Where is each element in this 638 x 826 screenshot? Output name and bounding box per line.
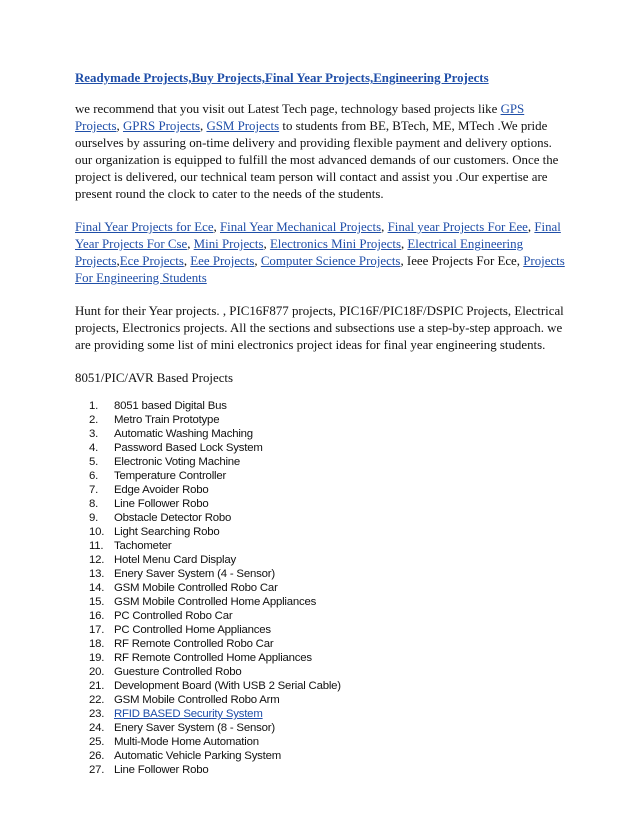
list-item-number: 22. <box>89 694 105 706</box>
final-year-eee-link[interactable]: Final year Projects For Eee <box>387 220 528 234</box>
electronics-mini-projects-link[interactable]: Electronics Mini Projects <box>269 237 401 251</box>
list-item-text: Electronic Voting Machine <box>114 456 241 468</box>
separator: , <box>381 220 388 234</box>
list-item-number: 23. <box>89 708 105 720</box>
list-item-number: 16. <box>89 610 105 622</box>
list-item-number: 12. <box>89 554 105 566</box>
list-item-text: Line Follower Robo <box>114 764 209 776</box>
list-item-number: 19. <box>89 652 105 664</box>
ece-projects-link[interactable]: Ece Projects <box>119 254 184 268</box>
ieee-projects-text: , Ieee Projects For Ece, <box>400 254 524 268</box>
list-item-text: Edge Avoider Robo <box>114 484 209 496</box>
list-item <box>75 553 570 567</box>
separator: , <box>116 119 123 133</box>
final-year-mechanical-link[interactable]: Final Year Mechanical Projects <box>220 220 382 234</box>
separator: , <box>263 237 270 251</box>
list-item-number: 25. <box>89 736 105 748</box>
list-item-text: GSM Mobile Controlled Home Appliances <box>114 596 317 608</box>
list-item-text: 8051 based Digital Bus <box>114 400 227 412</box>
list-item-text: Hotel Menu Card Display <box>114 554 237 566</box>
list-item-number: 5. <box>89 456 99 468</box>
list-item-link[interactable]: RFID BASED Security System <box>114 708 263 720</box>
list-item <box>75 623 570 637</box>
list-item <box>75 679 570 693</box>
eee-projects-link[interactable]: Eee Projects <box>190 254 255 268</box>
separator: , <box>199 119 207 133</box>
list-item <box>75 651 570 665</box>
list-item <box>75 525 570 539</box>
list-item-number: 15. <box>89 596 105 608</box>
list-item <box>75 511 570 525</box>
list-item-text: Light Searching Robo <box>114 526 220 538</box>
separator: , <box>187 237 194 251</box>
list-item-text: GSM Mobile Controlled Robo Car <box>114 582 278 594</box>
list-item-text: RF Remote Controlled Robo Car <box>114 638 274 650</box>
list-item-text: RF Remote Controlled Home Appliances <box>114 652 312 664</box>
list-item-text: Enery Saver System (4 - Sensor) <box>114 568 275 580</box>
list-item <box>75 455 570 469</box>
document-page <box>75 70 570 777</box>
hunt-paragraph: Hunt for their Year projects. , PIC16F877 projects, PIC16F/PIC18F/DSPIC Projects, Electrical projects, Electronics projects. All the sections and subsections use a step-by-step approach. we are providing some list of mini electronics project ideas for final year engineering students. <box>75 304 564 352</box>
list-item <box>75 721 570 735</box>
list-item-text: Automatic Washing Maching <box>114 428 253 440</box>
list-item-number: 20. <box>89 666 105 678</box>
list-item-text: Obstacle Detector Robo <box>114 512 232 524</box>
list-item-number: 1. <box>89 400 99 412</box>
list-item <box>75 693 570 707</box>
list-item-text: PC Controlled Robo Car <box>114 610 233 622</box>
list-item-text: Password Based Lock System <box>114 442 263 454</box>
list-item <box>75 581 570 595</box>
separator: , <box>254 254 261 268</box>
list-item <box>75 665 570 679</box>
list-item-number: 4. <box>89 442 99 454</box>
list-item <box>75 427 570 441</box>
list-item <box>75 637 570 651</box>
page-title <box>75 70 570 87</box>
list-item-text: PC Controlled Home Appliances <box>114 624 271 636</box>
title-link[interactable]: Readymade Projects,Buy Projects,Final Year Projects,Engineering Projects <box>75 71 489 85</box>
list-item-number: 8. <box>89 498 99 510</box>
list-item[interactable] <box>75 707 570 721</box>
intro-text-1: we recommend that you visit out Latest Tech page, technology based projects like <box>75 102 501 116</box>
separator: , <box>400 237 408 251</box>
list-item-number: 7. <box>89 484 99 496</box>
separator: , <box>183 254 191 268</box>
gsm-projects-link[interactable]: GSM Projects <box>206 119 280 133</box>
list-item <box>75 763 570 777</box>
projects-for-engineering-students-link[interactable]: Projects For Engineering Students <box>75 254 565 285</box>
list-item-number: 9. <box>89 512 99 524</box>
list-item-number: 21. <box>89 680 105 692</box>
list-item-text: Tachometer <box>114 540 172 552</box>
list-item <box>75 441 570 455</box>
section-heading: 8051/PIC/AVR Based Projects <box>75 371 234 385</box>
list-item-text: Automatic Vehicle Parking System <box>114 750 282 762</box>
list-item <box>75 609 570 623</box>
list-item-number: 3. <box>89 428 99 440</box>
gps-projects-link[interactable]: GPS Projects <box>75 102 525 133</box>
list-item <box>75 497 570 511</box>
list-item <box>75 469 570 483</box>
list-item-text: Development Board (With USB 2 Serial Cable) <box>114 680 341 692</box>
list-item-number: 10. <box>89 526 105 538</box>
list-item <box>75 595 570 609</box>
list-item-text: Metro Train Prototype <box>114 414 220 426</box>
separator: , <box>116 254 120 268</box>
links-paragraph <box>75 219 570 287</box>
computer-science-projects-link[interactable]: Computer Science Projects <box>260 254 401 268</box>
list-item-number: 24. <box>89 722 105 734</box>
project-list <box>75 399 570 777</box>
intro-text-2: to students from BE, BTech, ME, MTech .We pride ourselves by assuring on-time delivery and providing flexible payment and delivery options. our organization is equipped to fulfill the most advanced demands of our customers. Once the project is delivered, our technical team person will contact and assist you .Our expertise are present round the clock to cater to the needs of the students. <box>75 119 559 201</box>
list-item <box>75 539 570 553</box>
list-item <box>75 749 570 763</box>
list-item <box>75 399 570 413</box>
list-item-text: Multi-Mode Home Automation <box>114 736 259 748</box>
list-item-text: Temperature Controller <box>114 470 227 482</box>
list-item <box>75 483 570 497</box>
list-item-number: 26. <box>89 750 105 762</box>
mini-projects-link[interactable]: Mini Projects <box>193 237 264 251</box>
list-item-text: GSM Mobile Controlled Robo Arm <box>114 694 280 706</box>
list-item <box>75 567 570 581</box>
final-year-cse-link[interactable]: Final Year Projects For Cse <box>75 220 561 251</box>
separator: , <box>213 220 220 234</box>
list-item-text: Line Follower Robo <box>114 498 209 510</box>
list-item-number: 17. <box>89 624 105 636</box>
list-item-number: 11. <box>89 540 104 552</box>
list-item-number: 13. <box>89 568 105 580</box>
intro-paragraph <box>75 101 570 203</box>
list-item-number: 27. <box>89 764 105 776</box>
list-item <box>75 735 570 749</box>
electrical-engineering-projects-link[interactable]: Electrical Engineering Projects <box>75 237 524 268</box>
gprs-projects-link[interactable]: GPRS Projects <box>122 119 200 133</box>
list-item-number: 6. <box>89 470 99 482</box>
list-item <box>75 413 570 427</box>
list-item-number: 2. <box>89 414 99 426</box>
list-item-number: 14. <box>89 582 105 594</box>
final-year-ece-link[interactable]: Final Year Projects for Ece <box>75 220 214 234</box>
list-item-text: Enery Saver System (8 - Sensor) <box>114 722 275 734</box>
list-item-number: 18. <box>89 638 105 650</box>
separator: , <box>527 220 535 234</box>
list-item-text: Guesture Controlled Robo <box>114 666 242 678</box>
